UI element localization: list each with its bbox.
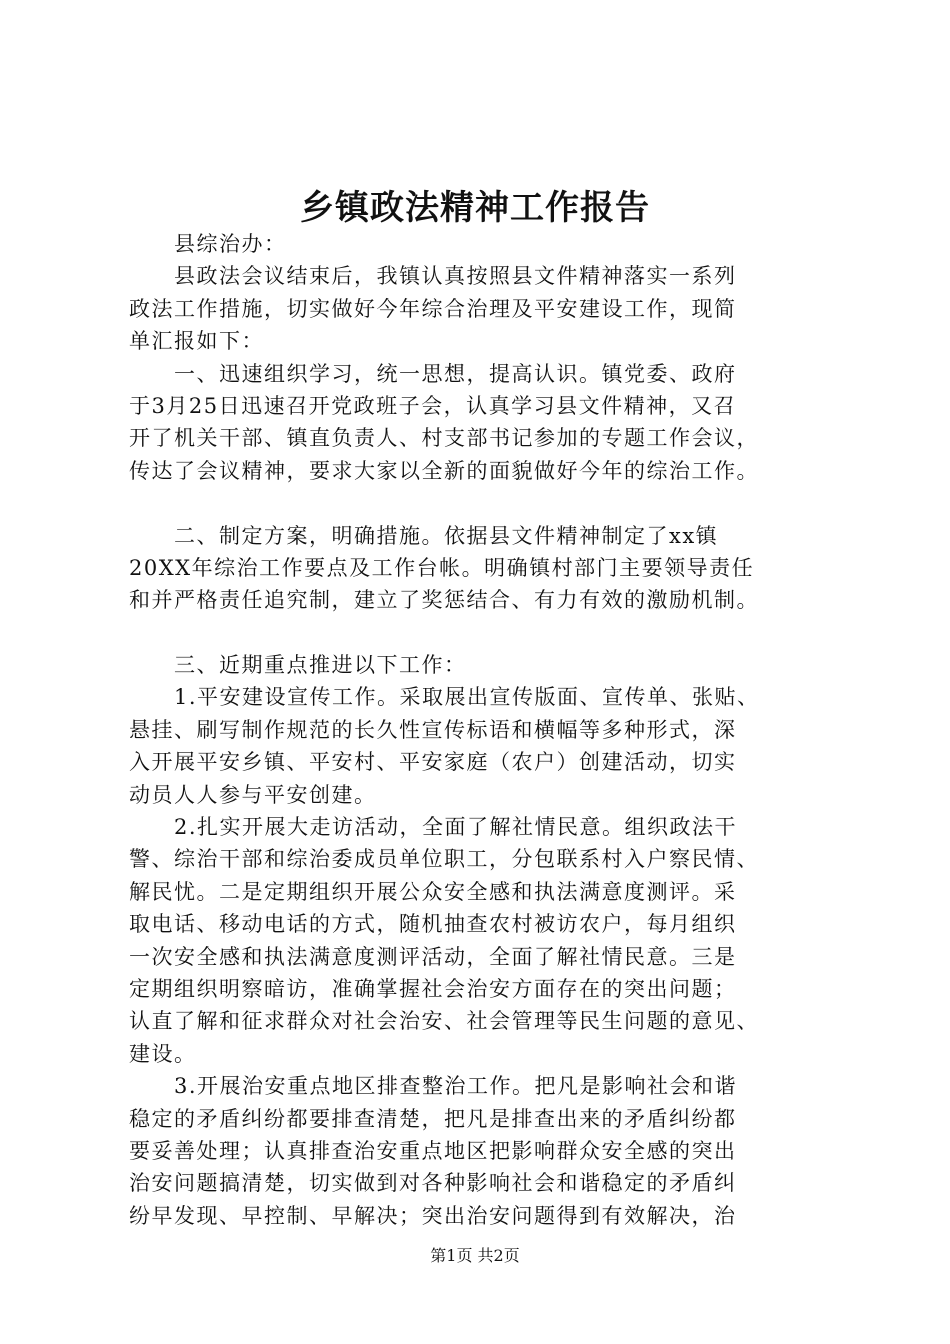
body-line: 解民忧。二是定期组织开展公众安全感和执法满意度测评。采 — [129, 879, 737, 904]
paragraph-gap — [129, 487, 829, 519]
document-title: 乡镇政法精神工作报告 — [300, 188, 650, 228]
body-line: 要妥善处理；认真排查治安重点地区把影响群众安全感的突出 — [129, 1138, 737, 1163]
body-line: 认直了解和征求群众对社会治安、社会管理等民生问题的意见、 — [129, 1009, 759, 1034]
body-line: 开了机关干部、镇直负责人、村支部书记参加的专题工作会议， — [129, 426, 759, 451]
body-line: 1.平安建设宣传工作。采取展出宣传版面、宣传单、张贴、 — [129, 685, 760, 710]
body-line: 纷早发现、早控制、早解决；突出治安问题得到有效解决，治 — [129, 1203, 737, 1228]
body-line: 二、制定方案，明确措施。依据县文件精神制定了xx镇 — [129, 523, 719, 548]
body-line: 警、综治干部和综治委成员单位职工，分包联系村入户察民情、 — [129, 847, 759, 872]
paragraph-gap — [129, 617, 829, 649]
body-line: 悬挂、刷写制作规范的长久性宣传标语和横幅等多种形式，深 — [129, 717, 737, 742]
body-line: 建设。 — [129, 1041, 197, 1066]
document-body — [129, 228, 829, 1232]
page-number: 第1页 共2页 — [430, 1246, 520, 1265]
body-line: 定期组织明察暗访，准确掌握社会治安方面存在的突出问题； — [129, 976, 737, 1001]
body-line: 治安问题搞清楚，切实做到对各种影响社会和谐稳定的矛盾纠 — [129, 1171, 737, 1196]
body-line: 县政法会议结束后，我镇认真按照县文件精神落实一系列 — [129, 264, 737, 289]
body-line: 2.扎实开展大走访活动，全面了解社情民意。组织政法干 — [129, 815, 738, 840]
body-line: 一、迅速组织学习，统一思想，提高认识。镇党委、政府 — [129, 361, 737, 386]
body-line: 一次安全感和执法满意度测评活动，全面了解社情民意。三是 — [129, 944, 737, 969]
body-line: 和并严格责任追究制，建立了奖惩结合、有力有效的激励机制。 — [129, 588, 759, 613]
body-line: 县综治办： — [129, 232, 287, 256]
body-line: 3.开展治安重点地区排查整治工作。把凡是影响社会和谐 — [129, 1074, 738, 1099]
body-line: 稳定的矛盾纠纷都要排查清楚，把凡是排查出来的矛盾纠纷都 — [129, 1106, 737, 1131]
body-line: 入开展平安乡镇、平安村、平安家庭（农户）创建活动，切实 — [129, 750, 737, 775]
body-line: 政法工作措施，切实做好今年综合治理及平安建设工作，现简 — [129, 296, 737, 321]
body-line: 传达了会议精神，要求大家以全新的面貌做好今年的综治工作。 — [129, 458, 759, 483]
body-line: 动员人人参与平安创建。 — [129, 782, 377, 807]
body-line: 20XX年综治工作要点及工作台帐。明确镇村部门主要领导责任 — [129, 555, 755, 580]
body-line: 于3月25日迅速召开党政班子会，认真学习县文件精神，又召 — [129, 393, 737, 418]
body-line: 三、近期重点推进以下工作： — [129, 653, 467, 678]
body-line: 取电话、移动电话的方式，随机抽查农村被访农户，每月组织 — [129, 912, 737, 937]
body-line: 单汇报如下： — [129, 329, 264, 354]
